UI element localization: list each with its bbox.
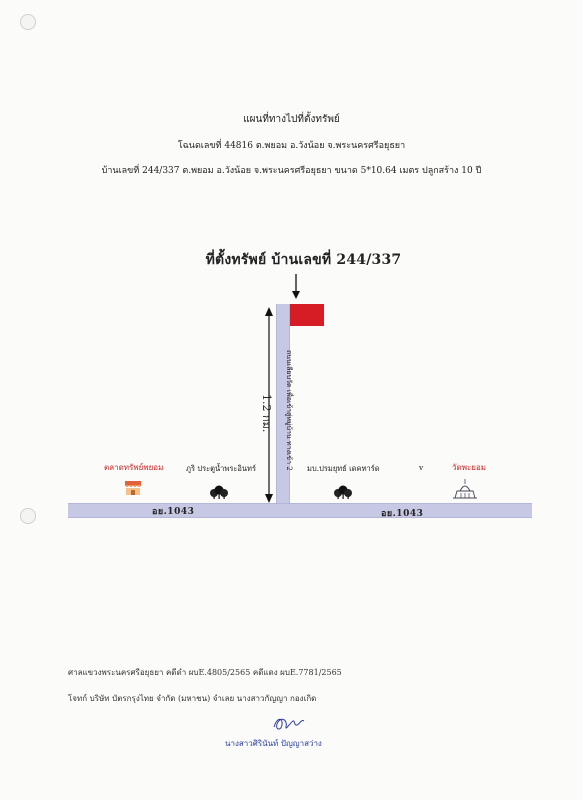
arrow-down-icon (290, 274, 302, 300)
market-label: ตลาดทรัพย์พยอม (104, 463, 164, 472)
main-road-right-label: อย.1043 (381, 509, 424, 519)
property-location-label: ที่ตั้งทรัพย์ บ้านเลขที่ 244/337 (205, 252, 402, 268)
access-road-label: ถนนเลียบวัด เพื่อเข้าสู่หมู่บ้าน ทางเข้า 2 (285, 350, 293, 471)
main-road (68, 503, 532, 518)
tree-cluster-icon (333, 485, 353, 499)
party-line: โจทก์ บริษัท บัตรกรุงไทย จำกัด (มหาชน) จำเลย นางสาวกัญญา กองเกิด (68, 694, 317, 703)
map-title: แผนที่ทางไปที่ตั้งทรัพย์ (243, 114, 340, 125)
deed-line: โฉนดเลขที่ 44816 ต.พยอม อ.วังน้อย จ.พระนครศรีอยุธยา (177, 141, 406, 151)
house-line: บ้านเลขที่ 244/337 ต.พยอม อ.วังน้อย จ.พระนครศรีอยุธยา ขนาด 5*10.64 เมตร ปลูกสร้าง 10 ปี (101, 166, 482, 176)
signature-name: นางสาวศิรินันท์ ปัญญาสว่าง (225, 739, 322, 748)
village-right-label: มบ.ปรมยุทธ์ เดคทาร์ด (307, 464, 380, 473)
court-line: ศาลแขวงพระนครศรีอยุธยา คดีดำ ผบE.4805/2565 คดีแดง ผบE.7781/2565 (68, 668, 342, 677)
small-mark: v (419, 463, 424, 472)
temple-label: วัดพะยอม (452, 463, 487, 472)
main-road-left-label: อย.1043 (152, 507, 195, 517)
tree-cluster-icon (209, 485, 229, 499)
punch-hole (20, 14, 36, 30)
property-plot (289, 304, 324, 326)
distance-label: 1.2 กม. (260, 394, 273, 433)
temple-icon (452, 479, 478, 499)
punch-hole (20, 508, 36, 524)
market-stall-icon (124, 480, 142, 496)
village-left-label: ภูริ ประตูน้ำพระอินทร์ (186, 464, 256, 473)
signature-mark (271, 713, 307, 735)
